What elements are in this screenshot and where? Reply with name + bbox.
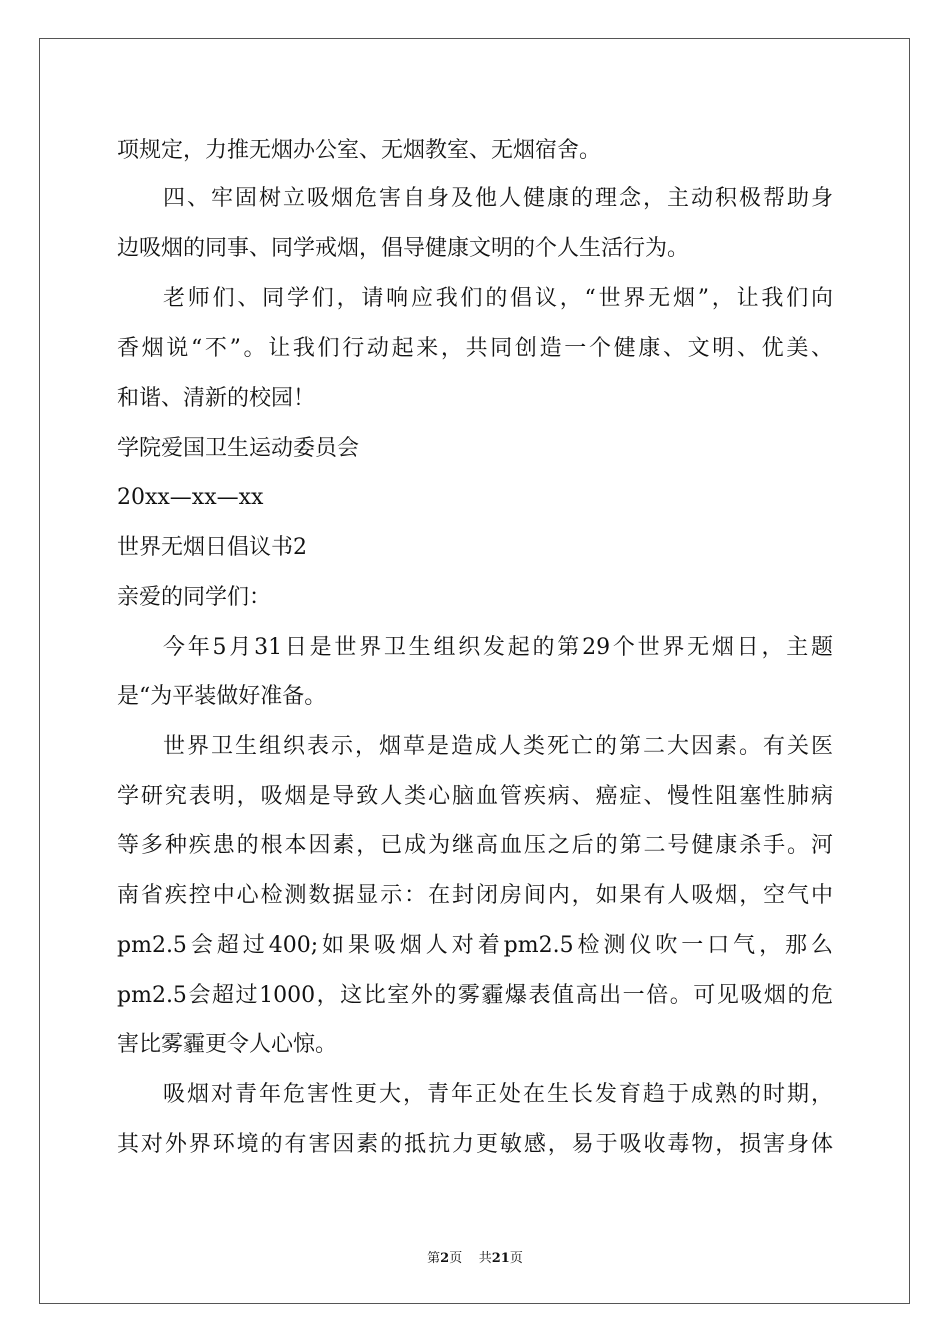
text-line: 吸烟对青年危害性更大，青年正处在生长发育趋于成熟的时期，	[163, 1082, 833, 1107]
text-line: 等多种疾患的根本因素，已成为继高血压之后的第二号健康杀手。河	[117, 833, 833, 858]
text-line: 项规定，力推无烟办公室、无烟教室、无烟宿舍。	[117, 138, 602, 163]
text-line: 南省疾控中心检测数据显示：在封闭房间内，如果有人吸烟，空气中	[117, 883, 833, 908]
text-line: pm2.5会超过1000，这比室外的雾霾爆表值高出一倍。可见吸烟的危	[117, 983, 833, 1008]
text-line: 今年5月31日是世界卫生组织发起的第29个世界无烟日，主题	[163, 635, 833, 660]
text-line: 学研究表明，吸烟是导致人类心脑血管疾病、癌症、慢性阻塞性肺病	[117, 784, 833, 809]
page-suffix: 页	[449, 1251, 463, 1266]
page-number: 2	[440, 1251, 450, 1266]
text-line: 其对外界环境的有害因素的抵抗力更敏感，易于吸收毒物，损害身体	[117, 1132, 833, 1157]
page-footer	[0, 1247, 950, 1266]
text-line: 害比雾霾更令人心惊。	[117, 1032, 338, 1057]
text-line: 边吸烟的同事、同学戒烟，倡导健康文明的个人生活行为。	[117, 236, 690, 261]
text-line: pm2.5会超过400;如果吸烟人对着pm2.5检测仪吹一口气，那么	[117, 933, 833, 958]
total-suffix: 页	[509, 1251, 523, 1266]
salutation: 亲爱的同学们：	[117, 585, 272, 610]
total-prefix: 共	[478, 1251, 492, 1266]
text-line: 四、牢固树立吸烟危害自身及他人健康的理念，主动积极帮助身	[163, 186, 833, 211]
text-line: 20xx—xx—xx	[117, 485, 264, 510]
text-line: 香烟说“不”。让我们行动起来，共同创造一个健康、文明、优美、	[117, 336, 833, 361]
text-line: 学院爱国卫生运动委员会	[117, 436, 360, 461]
text-line: 和谐、清新的校园！	[117, 386, 316, 411]
text-line: 是“为平装做好准备。	[117, 684, 327, 709]
page-prefix: 第	[427, 1251, 441, 1266]
document-subtitle: 世界无烟日倡议书2	[117, 535, 307, 560]
total-pages: 21	[491, 1251, 510, 1266]
page-border	[39, 38, 910, 1304]
text-line: 老师们、同学们，请响应我们的倡议，“世界无烟”，让我们向	[163, 286, 833, 311]
text-line: 世界卫生组织表示，烟草是造成人类死亡的第二大因素。有关医	[163, 734, 833, 759]
